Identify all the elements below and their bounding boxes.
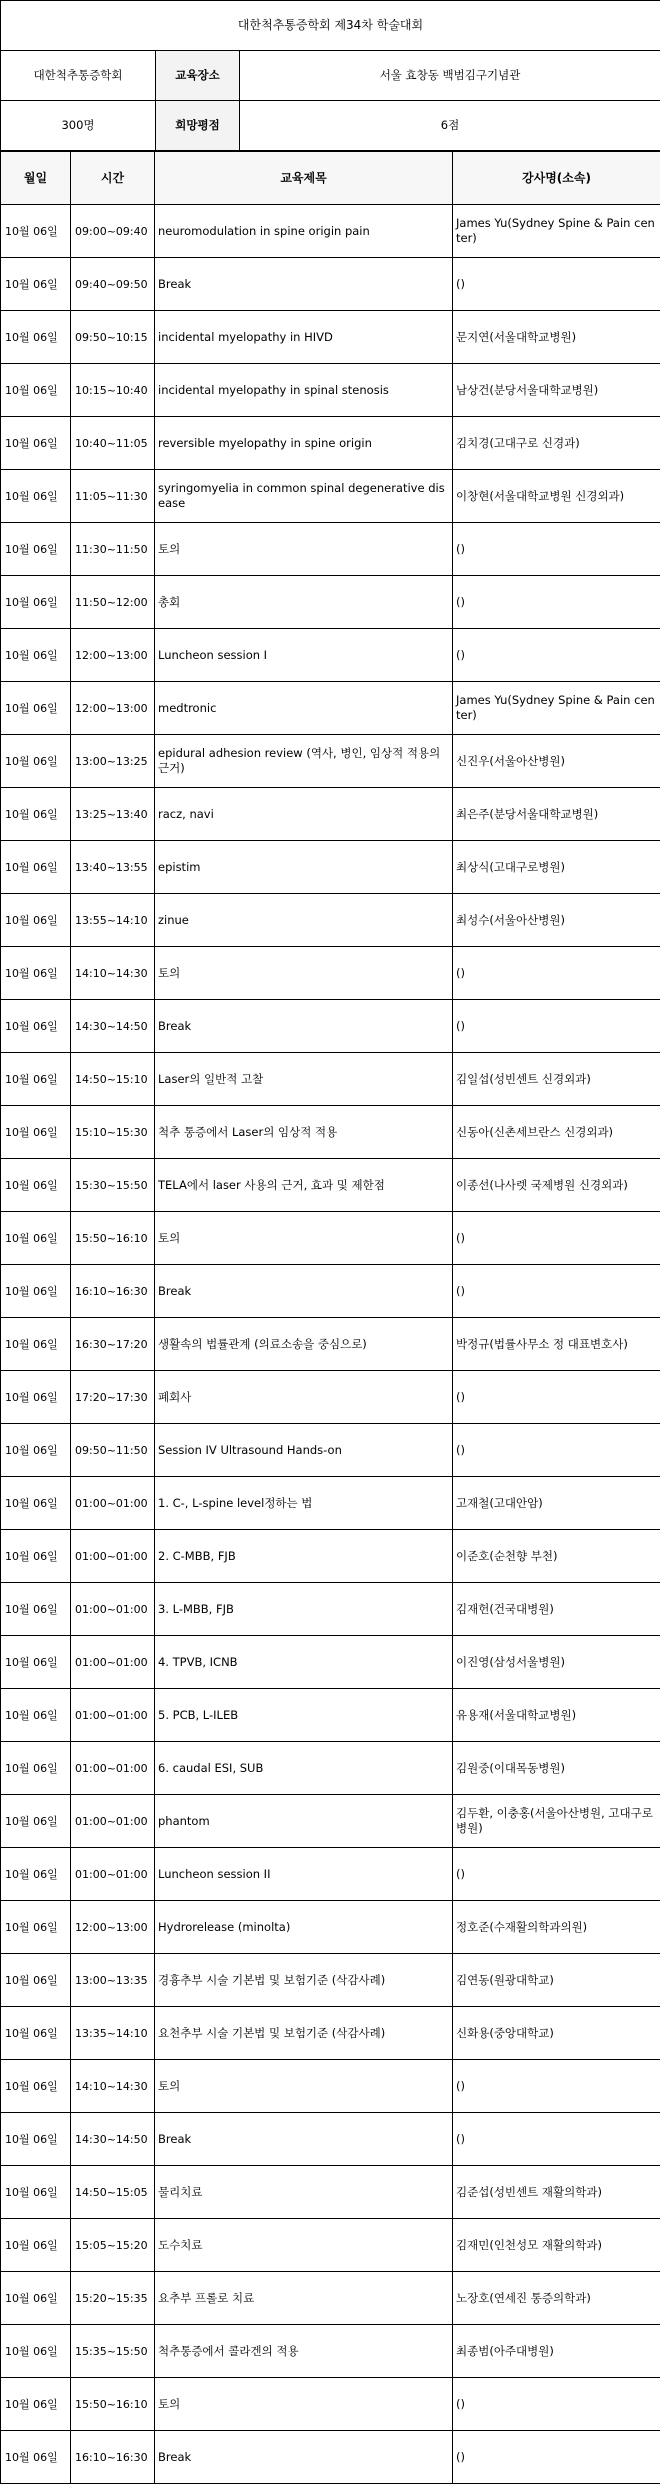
session-speaker: (): [453, 576, 660, 629]
table-row: [1, 2219, 660, 2272]
session-time: 09:50~10:15: [71, 311, 155, 364]
session-speaker: 김연동(원광대학교): [453, 1954, 660, 2007]
table-row: [1, 2431, 660, 2484]
table-row: [1, 682, 660, 735]
session-time: 14:10~14:30: [71, 947, 155, 1000]
session-time: 01:00~01:00: [71, 1583, 155, 1636]
session-date: 10월 06일: [1, 2113, 71, 2166]
session-date: 10월 06일: [1, 2378, 71, 2431]
session-title: 생활속의 법률관계 (의료소송을 중심으로): [155, 1318, 453, 1371]
session-time: 13:55~14:10: [71, 894, 155, 947]
session-date: 10월 06일: [1, 1742, 71, 1795]
session-date: 10월 06일: [1, 841, 71, 894]
table-row: [1, 2060, 660, 2113]
session-date: 10월 06일: [1, 1000, 71, 1053]
session-time: 10:15~10:40: [71, 364, 155, 417]
session-time: 14:50~15:10: [71, 1053, 155, 1106]
session-time: 11:50~12:00: [71, 576, 155, 629]
session-speaker: (): [453, 629, 660, 682]
session-speaker: 남상건(분당서울대학교병원): [453, 364, 660, 417]
session-date: 10월 06일: [1, 1954, 71, 2007]
session-date: 10월 06일: [1, 2060, 71, 2113]
session-title: 4. TPVB, ICNB: [155, 1636, 453, 1689]
session-date: 10월 06일: [1, 1424, 71, 1477]
table-row: [1, 2272, 660, 2325]
session-speaker: 노장호(연세진 통증의학과): [453, 2272, 660, 2325]
session-title: Session IV Ultrasound Hands-on: [155, 1424, 453, 1477]
session-title: neuromodulation in spine origin pain: [155, 205, 453, 258]
session-time: 16:10~16:30: [71, 2431, 155, 2484]
table-row: [1, 417, 660, 470]
session-time: 13:40~13:55: [71, 841, 155, 894]
session-title: 토의: [155, 523, 453, 576]
session-time: 15:35~15:50: [71, 2325, 155, 2378]
session-time: 01:00~01:00: [71, 1636, 155, 1689]
session-title: epidural adhesion review (역사, 병인, 임상적 적용의 근거): [155, 735, 453, 788]
session-speaker: 최은주(분당서울대학교병원): [453, 788, 660, 841]
session-speaker: (): [453, 1000, 660, 1053]
session-title: zinue: [155, 894, 453, 947]
table-row: [1, 1477, 660, 1530]
session-time: 14:50~15:05: [71, 2166, 155, 2219]
session-date: 10월 06일: [1, 364, 71, 417]
session-title: Luncheon session II: [155, 1848, 453, 1901]
session-title: 토의: [155, 947, 453, 1000]
session-title: 물리치료: [155, 2166, 453, 2219]
session-date: 10월 06일: [1, 470, 71, 523]
session-time: 16:30~17:20: [71, 1318, 155, 1371]
session-speaker: (): [453, 2113, 660, 2166]
table-row: [1, 1848, 660, 1901]
table-row: [1, 1530, 660, 1583]
table-row: [1, 1159, 660, 1212]
session-date: 10월 06일: [1, 1477, 71, 1530]
session-title: 척추통증에서 콜라겐의 적용: [155, 2325, 453, 2378]
session-date: 10월 06일: [1, 682, 71, 735]
session-speaker: 최상식(고대구로병원): [453, 841, 660, 894]
session-date: 10월 06일: [1, 1053, 71, 1106]
session-time: 13:00~13:35: [71, 1954, 155, 2007]
table-row: [1, 1212, 660, 1265]
session-time: 01:00~01:00: [71, 1742, 155, 1795]
table-row: [1, 470, 660, 523]
session-date: 10월 06일: [1, 2007, 71, 2060]
session-speaker: 문지연(서울대학교병원): [453, 311, 660, 364]
session-date: 10월 06일: [1, 2166, 71, 2219]
session-title: epistim: [155, 841, 453, 894]
session-time: 01:00~01:00: [71, 1530, 155, 1583]
session-title: 6. caudal ESI, SUB: [155, 1742, 453, 1795]
table-row: [1, 2113, 660, 2166]
session-speaker: 김일섭(성빈센트 신경외과): [453, 1053, 660, 1106]
session-title: 척추 통증에서 Laser의 임상적 적용: [155, 1106, 453, 1159]
session-speaker: 최종범(아주대병원): [453, 2325, 660, 2378]
table-row: [1, 841, 660, 894]
table-row: [1, 364, 660, 417]
session-date: 10월 06일: [1, 2272, 71, 2325]
session-title: 도수치료: [155, 2219, 453, 2272]
session-time: 01:00~01:00: [71, 1848, 155, 1901]
table-row: [1, 1636, 660, 1689]
table-row: [1, 2007, 660, 2060]
session-speaker: (): [453, 2378, 660, 2431]
session-title: 5. PCB, L-ILEB: [155, 1689, 453, 1742]
session-title: incidental myelopathy in spinal stenosis: [155, 364, 453, 417]
table-row: [1, 1795, 660, 1848]
session-time: 09:40~09:50: [71, 258, 155, 311]
table-row: [1, 1265, 660, 1318]
session-time: 15:50~16:10: [71, 2378, 155, 2431]
session-speaker: (): [453, 1848, 660, 1901]
session-time: 01:00~01:00: [71, 1689, 155, 1742]
session-title: 총회: [155, 576, 453, 629]
capacity: 300명: [1, 101, 156, 151]
table-row: [1, 205, 660, 258]
session-title: TELA에서 laser 사용의 근거, 효과 및 제한점: [155, 1159, 453, 1212]
session-time: 14:10~14:30: [71, 2060, 155, 2113]
session-speaker: James Yu(Sydney Spine & Pain center): [453, 205, 660, 258]
table-row: [1, 1106, 660, 1159]
table-row: [1, 629, 660, 682]
session-time: 13:35~14:10: [71, 2007, 155, 2060]
session-title: reversible myelopathy in spine origin: [155, 417, 453, 470]
table-row: [1, 1000, 660, 1053]
session-title: 3. L-MBB, FJB: [155, 1583, 453, 1636]
table-row: [1, 894, 660, 947]
session-date: 10월 06일: [1, 417, 71, 470]
session-title: 토의: [155, 1212, 453, 1265]
table-row: [1, 947, 660, 1000]
session-time: 14:30~14:50: [71, 1000, 155, 1053]
session-date: 10월 06일: [1, 1159, 71, 1212]
session-time: 14:30~14:50: [71, 2113, 155, 2166]
session-date: 10월 06일: [1, 1848, 71, 1901]
session-date: 10월 06일: [1, 576, 71, 629]
session-speaker: 신화용(중앙대학교): [453, 2007, 660, 2060]
session-date: 10월 06일: [1, 735, 71, 788]
session-title: Break: [155, 1000, 453, 1053]
session-time: 11:30~11:50: [71, 523, 155, 576]
table-row: [1, 1689, 660, 1742]
table-row: [1, 523, 660, 576]
session-speaker: 고재철(고대안암): [453, 1477, 660, 1530]
table-row: [1, 1053, 660, 1106]
event-info-table: [0, 0, 660, 151]
session-time: 17:20~17:30: [71, 1371, 155, 1424]
table-row: [1, 576, 660, 629]
session-speaker: 이진영(삼성서울병원): [453, 1636, 660, 1689]
column-header-speaker: 강사명(소속): [453, 152, 660, 205]
session-speaker: (): [453, 1371, 660, 1424]
session-date: 10월 06일: [1, 1636, 71, 1689]
session-title: 2. C-MBB, FJB: [155, 1530, 453, 1583]
session-title: Break: [155, 2113, 453, 2166]
event-title: 대한척추통증학회 제34차 학술대회: [1, 1, 660, 51]
session-title: Break: [155, 2431, 453, 2484]
session-speaker: (): [453, 1265, 660, 1318]
session-speaker: (): [453, 1212, 660, 1265]
session-time: 13:25~13:40: [71, 788, 155, 841]
session-time: 15:05~15:20: [71, 2219, 155, 2272]
session-title: Luncheon session I: [155, 629, 453, 682]
session-date: 10월 06일: [1, 629, 71, 682]
session-title: medtronic: [155, 682, 453, 735]
table-row: [1, 311, 660, 364]
session-speaker: (): [453, 1424, 660, 1477]
column-header-date: 월일: [1, 152, 71, 205]
session-time: 09:50~11:50: [71, 1424, 155, 1477]
table-row: [1, 2166, 660, 2219]
session-title: Break: [155, 258, 453, 311]
table-row: [1, 1318, 660, 1371]
session-time: 01:00~01:00: [71, 1795, 155, 1848]
schedule-header-row: [1, 152, 660, 205]
table-row: [1, 788, 660, 841]
session-date: 10월 06일: [1, 205, 71, 258]
session-speaker: (): [453, 258, 660, 311]
session-date: 10월 06일: [1, 1530, 71, 1583]
session-speaker: 신동아(신촌세브란스 신경외과): [453, 1106, 660, 1159]
session-date: 10월 06일: [1, 894, 71, 947]
session-title: incidental myelopathy in HIVD: [155, 311, 453, 364]
session-date: 10월 06일: [1, 788, 71, 841]
session-date: 10월 06일: [1, 2325, 71, 2378]
table-row: [1, 2325, 660, 2378]
session-time: 01:00~01:00: [71, 1477, 155, 1530]
session-date: 10월 06일: [1, 258, 71, 311]
column-header-title: 교육제목: [155, 152, 453, 205]
schedule-table: [0, 151, 660, 2484]
session-title: 경흉추부 시술 기본법 및 보험기준 (삭감사례): [155, 1954, 453, 2007]
session-time: 13:00~13:25: [71, 735, 155, 788]
session-time: 15:50~16:10: [71, 1212, 155, 1265]
session-speaker: (): [453, 2431, 660, 2484]
session-time: 12:00~13:00: [71, 1901, 155, 1954]
table-row: [1, 735, 660, 788]
session-speaker: 김두환, 이충홍(서울아산병원, 고대구로병원): [453, 1795, 660, 1848]
session-speaker: 이종선(나사렛 국제병원 신경외과): [453, 1159, 660, 1212]
venue-label: 교육장소: [156, 51, 240, 101]
session-speaker: 최성수(서울아산병원): [453, 894, 660, 947]
session-date: 10월 06일: [1, 1371, 71, 1424]
table-row: [1, 258, 660, 311]
session-speaker: (): [453, 947, 660, 1000]
session-time: 15:10~15:30: [71, 1106, 155, 1159]
session-date: 10월 06일: [1, 1318, 71, 1371]
session-title: syringomyelia in common spinal degenerative disease: [155, 470, 453, 523]
table-row: [1, 1371, 660, 1424]
session-time: 09:00~09:40: [71, 205, 155, 258]
session-title: 요천추부 시술 기본법 및 보험기준 (삭감사례): [155, 2007, 453, 2060]
session-speaker: 김재민(인천성모 재활의학과): [453, 2219, 660, 2272]
session-title: 1. C-, L-spine level정하는 법: [155, 1477, 453, 1530]
session-time: 15:30~15:50: [71, 1159, 155, 1212]
session-speaker: 이준호(순천향 부천): [453, 1530, 660, 1583]
session-speaker: James Yu(Sydney Spine & Pain center): [453, 682, 660, 735]
session-time: 10:40~11:05: [71, 417, 155, 470]
session-speaker: 유용재(서울대학교병원): [453, 1689, 660, 1742]
table-row: [1, 1583, 660, 1636]
session-time: 12:00~13:00: [71, 629, 155, 682]
score-label: 희망평점: [156, 101, 240, 151]
table-row: [1, 1742, 660, 1795]
session-speaker: 김준섭(성빈센트 재활의학과): [453, 2166, 660, 2219]
session-speaker: 김치경(고대구로 신경과): [453, 417, 660, 470]
organizer: 대한척추통증학회: [1, 51, 156, 101]
session-speaker: 박정규(법률사무소 정 대표변호사): [453, 1318, 660, 1371]
table-row: [1, 1424, 660, 1477]
session-speaker: 이창현(서울대학교병원 신경외과): [453, 470, 660, 523]
session-date: 10월 06일: [1, 311, 71, 364]
session-time: 12:00~13:00: [71, 682, 155, 735]
session-speaker: 신진우(서울아산병원): [453, 735, 660, 788]
session-speaker: 정호준(수재활의학과의원): [453, 1901, 660, 1954]
session-title: 토의: [155, 2060, 453, 2113]
session-date: 10월 06일: [1, 1901, 71, 1954]
session-title: Laser의 일반적 고찰: [155, 1053, 453, 1106]
table-row: [1, 1954, 660, 2007]
session-title: 폐회사: [155, 1371, 453, 1424]
session-time: 11:05~11:30: [71, 470, 155, 523]
session-date: 10월 06일: [1, 1265, 71, 1318]
table-row: [1, 2378, 660, 2431]
session-title: 토의: [155, 2378, 453, 2431]
session-date: 10월 06일: [1, 1689, 71, 1742]
session-date: 10월 06일: [1, 1106, 71, 1159]
session-time: 16:10~16:30: [71, 1265, 155, 1318]
session-date: 10월 06일: [1, 2219, 71, 2272]
session-date: 10월 06일: [1, 1583, 71, 1636]
session-speaker: 김재헌(건국대병원): [453, 1583, 660, 1636]
session-date: 10월 06일: [1, 2431, 71, 2484]
session-speaker: 김원중(이대목동병원): [453, 1742, 660, 1795]
session-date: 10월 06일: [1, 523, 71, 576]
session-time: 15:20~15:35: [71, 2272, 155, 2325]
session-date: 10월 06일: [1, 947, 71, 1000]
session-title: Hydrorelease (minolta): [155, 1901, 453, 1954]
session-title: racz, navi: [155, 788, 453, 841]
table-row: [1, 1901, 660, 1954]
session-title: Break: [155, 1265, 453, 1318]
session-title: phantom: [155, 1795, 453, 1848]
column-header-time: 시간: [71, 152, 155, 205]
venue: 서울 효창동 백범김구기념관: [240, 51, 660, 101]
session-date: 10월 06일: [1, 1212, 71, 1265]
session-speaker: (): [453, 2060, 660, 2113]
session-speaker: (): [453, 523, 660, 576]
score: 6점: [240, 101, 660, 151]
session-title: 요추부 프롤로 치료: [155, 2272, 453, 2325]
session-date: 10월 06일: [1, 1795, 71, 1848]
